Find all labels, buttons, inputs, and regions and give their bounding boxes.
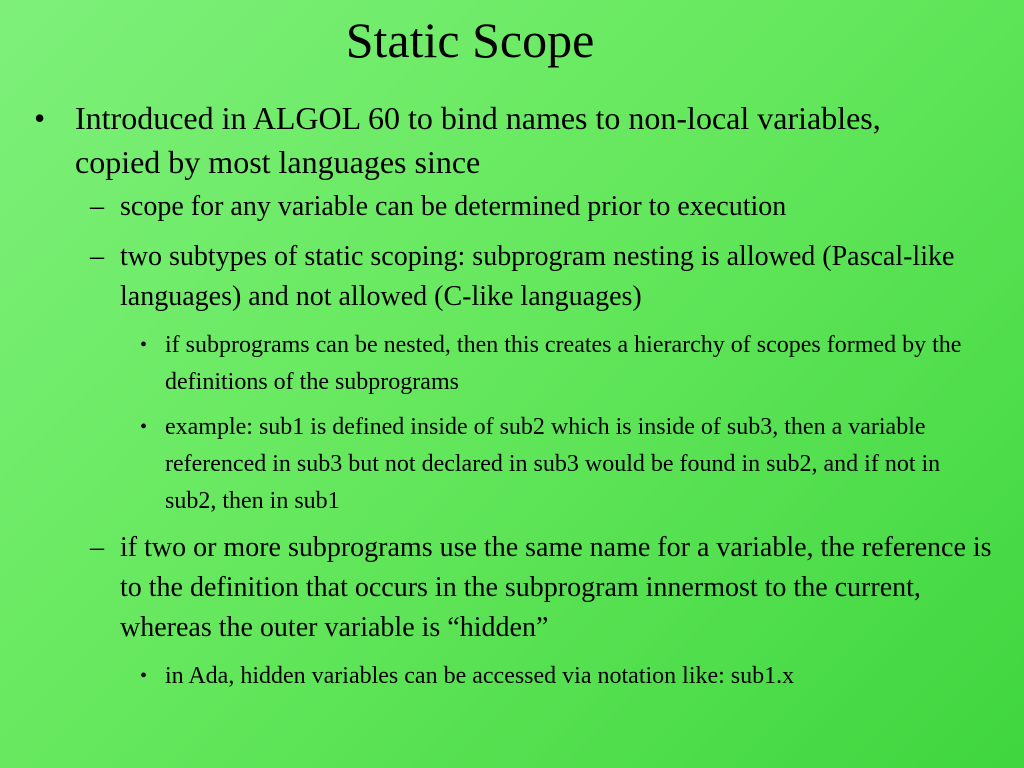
bullet-marker: • (34, 100, 46, 136)
bullet-level3 (0, 327, 1024, 401)
bullet-level2 (0, 528, 1024, 648)
bullet-level3 (0, 409, 1024, 520)
bullet-marker: • (140, 334, 148, 356)
bullet-text: Introduced in ALGOL 60 to bind names to non-local variables, copied by most languages since (75, 100, 881, 180)
bullet-level3 (0, 658, 1024, 695)
bullet-level2 (0, 237, 1024, 317)
dash-marker: – (90, 532, 104, 563)
bullet-text: in Ada, hidden variables can be accessed via notation like: sub1.x (165, 663, 795, 689)
slide-title: Static Scope (345, 12, 595, 68)
bullet-text: two subtypes of static scoping: subprogram nesting is allowed (Pascal-like languages) and not allowed (C-like languages) (120, 241, 955, 312)
bullet-text: if two or more subprograms use the same name for a variable, the reference is to the definition that occurs in the subprogram innermost to the current, whereas the outer variable is “hidden” (120, 532, 992, 643)
bullet-text: example: sub1 is defined inside of sub2 which is inside of sub3, then a variable referenced in sub3 but not declared in sub3 would be found in sub2, and if not in sub2, then in sub1 (165, 414, 941, 514)
bullet-level1 (0, 96, 1024, 184)
dash-marker: – (90, 191, 104, 222)
bullet-text: scope for any variable can be determined prior to execution (120, 191, 787, 222)
bullet-marker: • (140, 416, 148, 438)
dash-marker: – (90, 241, 104, 272)
bullet-level2 (0, 187, 1024, 227)
bullet-marker: • (140, 665, 148, 687)
slide-content (0, 96, 1024, 703)
bullet-text: if subprograms can be nested, then this creates a hierarchy of scopes formed by the definitions of the subprograms (165, 332, 962, 395)
